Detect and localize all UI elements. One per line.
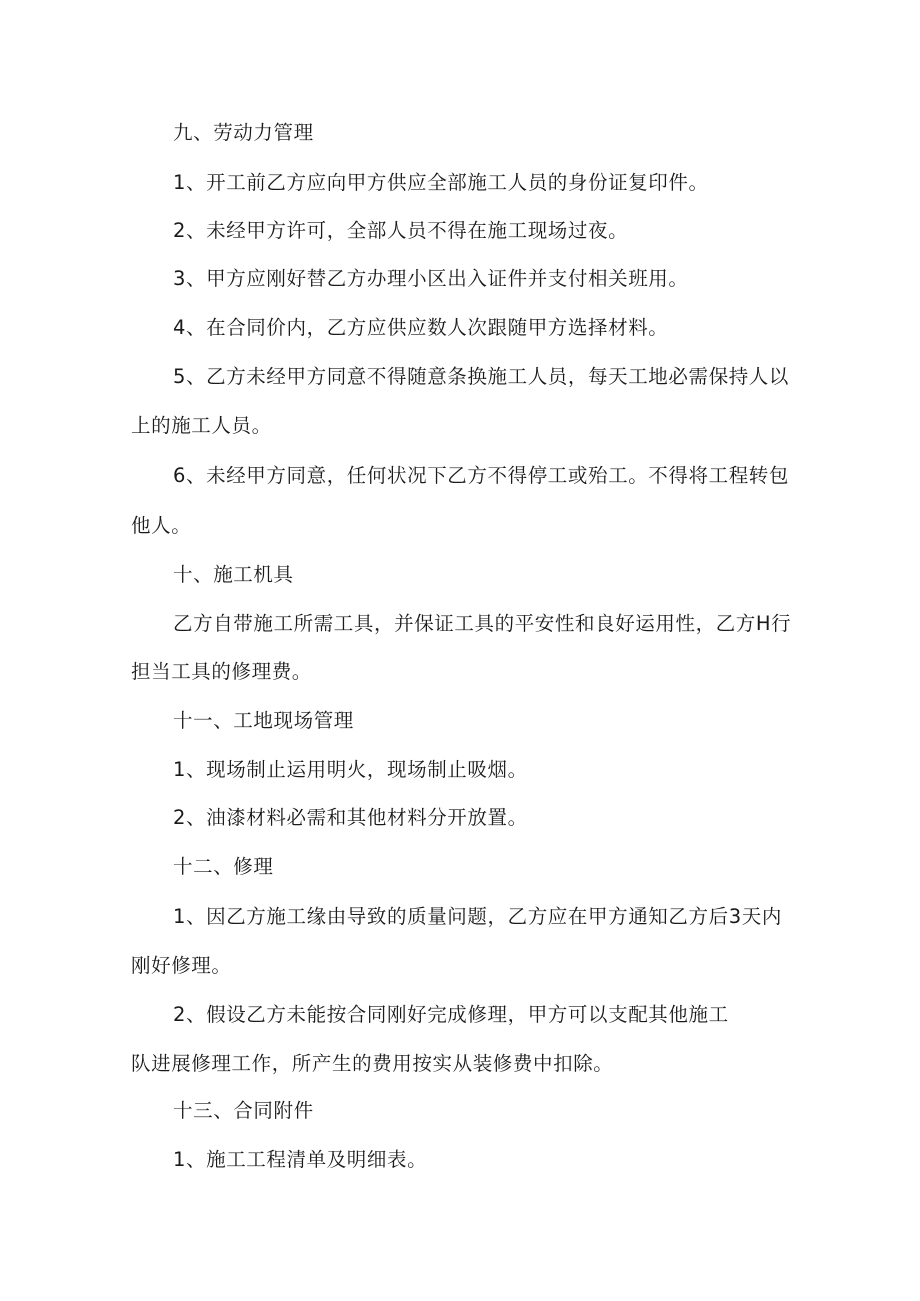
labor-item-5: 5、乙方未经甲方同意不得随意条换施工人员，每天工地必需保持人以 <box>173 365 790 388</box>
attachment-item-1: 1、施工工程清单及明细表。 <box>173 1148 428 1171</box>
labor-item-1: 1、开工前乙方应向甲方供应全部施工人员的身份证复印件。 <box>173 171 709 194</box>
site-item-2: 2、油漆材料必需和其他材料分开放置。 <box>173 806 528 829</box>
section-heading-labor-management: 九、劳动力管理 <box>173 121 314 144</box>
labor-item-6-continued: 他人。 <box>131 514 192 537</box>
labor-item-5-continued: 上的施工人员。 <box>131 414 272 437</box>
labor-item-2: 2、未经甲方许可，全部人员不得在施工现场过夜。 <box>173 219 629 242</box>
tools-paragraph-continued: 担当工具的修理费。 <box>131 660 312 683</box>
tools-paragraph: 乙方自带施工所需工具，并保证工具的平安性和良好运用性，乙方H行 <box>173 612 792 635</box>
labor-item-6: 6、未经甲方同意，任何状况下乙方不得停工或殆工。不得将工程转包 <box>173 464 790 487</box>
repair-item-2-continued: 队进展修理工作，所产生的费用按实从装修费中扣除。 <box>131 1052 614 1075</box>
section-heading-repair: 十二、修理 <box>173 855 274 878</box>
section-heading-attachments: 十三、合同附件 <box>173 1099 314 1122</box>
section-heading-tools: 十、施工机具 <box>173 563 294 586</box>
section-heading-site-management: 十一、工地现场管理 <box>173 709 354 732</box>
repair-item-2: 2、假设乙方未能按合同刚好完成修理，甲方可以支配其他施工 <box>173 1003 729 1026</box>
labor-item-4: 4、在合同价内，乙方应供应数人次跟随甲方选择材料。 <box>173 316 669 339</box>
repair-item-1-continued: 刚好修理。 <box>131 954 232 977</box>
labor-item-3: 3、甲方应刚好替乙方办理小区出入证件并支付相关班用。 <box>173 267 689 290</box>
repair-item-1: 1、因乙方施工缘由导致的质量问题，乙方应在甲方通知乙方后3天内 <box>173 905 782 928</box>
site-item-1: 1、现场制止运用明火，现场制止吸烟。 <box>173 758 528 781</box>
